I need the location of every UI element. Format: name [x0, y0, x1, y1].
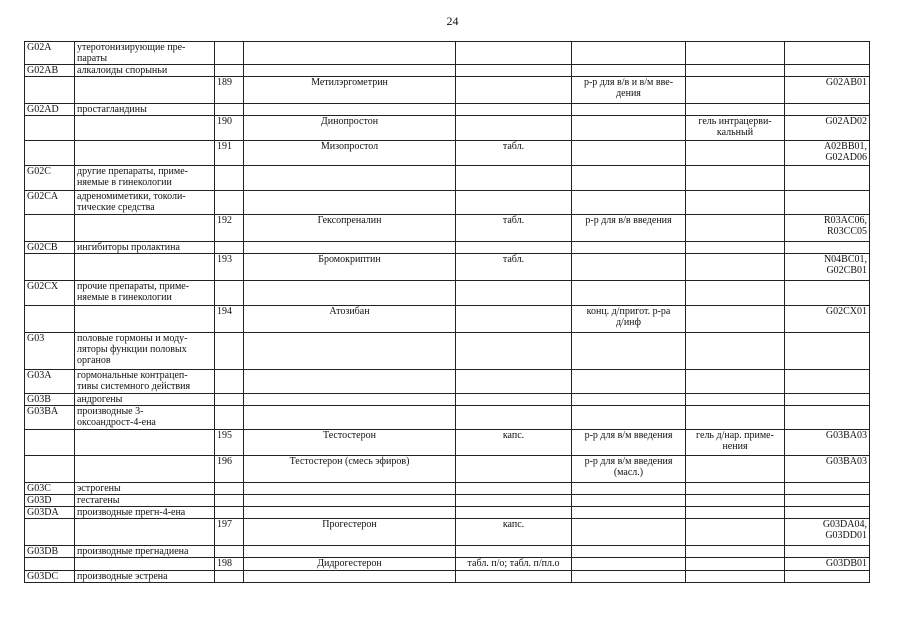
dosage-form-3 — [686, 281, 785, 306]
dosage-form-3 — [686, 333, 785, 370]
dosage-form-1 — [456, 456, 572, 483]
dosage-form-2 — [572, 65, 686, 77]
dosage-form-1 — [456, 370, 572, 394]
drug-name — [244, 242, 456, 254]
dosage-form-3: гель д/нар. приме- нения — [686, 430, 785, 456]
dosage-form-3 — [686, 306, 785, 333]
table-row — [25, 191, 870, 215]
row-number — [215, 406, 244, 430]
dosage-form-2 — [572, 42, 686, 65]
dosage-form-3 — [686, 558, 785, 571]
atc-code: A02BB01, G02AD06 — [785, 141, 870, 166]
dosage-form-3 — [686, 406, 785, 430]
atc-group-name — [75, 306, 215, 333]
atc-group-name: ингибиторы пролактина — [75, 242, 215, 254]
atc-group-code: G02CA — [25, 191, 75, 215]
atc-group-name: адреномиметики, токоли- тические средства — [75, 191, 215, 215]
atc-group-name — [75, 558, 215, 571]
dosage-form-1: табл. п/о; табл. п/пл.о — [456, 558, 572, 571]
dosage-form-3 — [686, 42, 785, 65]
dosage-form-1 — [456, 191, 572, 215]
dosage-form-3 — [686, 507, 785, 519]
row-number: 191 — [215, 141, 244, 166]
dosage-form-2 — [572, 254, 686, 281]
table-row — [25, 519, 870, 546]
row-number: 189 — [215, 77, 244, 104]
dosage-form-1 — [456, 104, 572, 116]
drug-name: Дидрогестерон — [244, 558, 456, 571]
table-row — [25, 495, 870, 507]
row-number: 190 — [215, 116, 244, 141]
row-number — [215, 333, 244, 370]
atc-group-code: G02AD — [25, 104, 75, 116]
atc-code: G02CX01 — [785, 306, 870, 333]
atc-code — [785, 281, 870, 306]
atc-group-code — [25, 116, 75, 141]
atc-group-name: гестагены — [75, 495, 215, 507]
table-row — [25, 306, 870, 333]
drug-name — [244, 42, 456, 65]
atc-group-code — [25, 306, 75, 333]
drug-name — [244, 507, 456, 519]
row-number — [215, 42, 244, 65]
atc-group-name — [75, 456, 215, 483]
table-row — [25, 456, 870, 483]
dosage-form-3 — [686, 519, 785, 546]
atc-group-name: производные эстрена — [75, 571, 215, 583]
dosage-form-1 — [456, 116, 572, 141]
table-row — [25, 483, 870, 495]
dosage-form-2 — [572, 191, 686, 215]
atc-group-name: производные прегн-4-ена — [75, 507, 215, 519]
atc-group-code — [25, 519, 75, 546]
table-row — [25, 558, 870, 571]
dosage-form-2 — [572, 104, 686, 116]
atc-code: G02AB01 — [785, 77, 870, 104]
table-row — [25, 507, 870, 519]
atc-code: G03DA04, G03DD01 — [785, 519, 870, 546]
atc-code — [785, 495, 870, 507]
dosage-form-1 — [456, 483, 572, 495]
page-number: 24 — [446, 14, 459, 28]
table-row — [25, 116, 870, 141]
atc-group-name — [75, 254, 215, 281]
drug-name — [244, 65, 456, 77]
dosage-form-2 — [572, 116, 686, 141]
atc-code: G03BA03 — [785, 456, 870, 483]
atc-group-code: G02C — [25, 166, 75, 191]
atc-group-code: G03 — [25, 333, 75, 370]
dosage-form-1 — [456, 306, 572, 333]
dosage-form-2 — [572, 507, 686, 519]
atc-group-name: простагландины — [75, 104, 215, 116]
dosage-form-1 — [456, 166, 572, 191]
atc-code — [785, 507, 870, 519]
drug-name: Тестостерон — [244, 430, 456, 456]
row-number — [215, 65, 244, 77]
table-row — [25, 77, 870, 104]
table-row — [25, 281, 870, 306]
dosage-form-1 — [456, 65, 572, 77]
dosage-form-1: табл. — [456, 254, 572, 281]
drug-name — [244, 394, 456, 406]
dosage-form-2 — [572, 406, 686, 430]
atc-code — [785, 333, 870, 370]
atc-group-code: G03B — [25, 394, 75, 406]
table-row — [25, 571, 870, 583]
dosage-form-1: капс. — [456, 430, 572, 456]
dosage-form-3 — [686, 394, 785, 406]
dosage-form-2 — [572, 546, 686, 558]
table-row — [25, 406, 870, 430]
dosage-form-1 — [456, 495, 572, 507]
dosage-form-1 — [456, 546, 572, 558]
atc-group-code — [25, 141, 75, 166]
drug-name — [244, 546, 456, 558]
dosage-form-3 — [686, 215, 785, 242]
dosage-form-1 — [456, 571, 572, 583]
atc-group-code: G03DB — [25, 546, 75, 558]
atc-code — [785, 42, 870, 65]
atc-group-code — [25, 430, 75, 456]
atc-code — [785, 571, 870, 583]
row-number — [215, 546, 244, 558]
dosage-form-3 — [686, 495, 785, 507]
atc-code: G02AD02 — [785, 116, 870, 141]
atc-code: R03AC06, R03CC05 — [785, 215, 870, 242]
dosage-form-1 — [456, 77, 572, 104]
atc-group-name: производные прегнадиена — [75, 546, 215, 558]
drug-name: Тестостерон (смесь эфиров) — [244, 456, 456, 483]
dosage-form-2 — [572, 495, 686, 507]
dosage-form-1: капс. — [456, 519, 572, 546]
atc-group-name: другие препараты, приме- няемые в гинекологии — [75, 166, 215, 191]
row-number — [215, 281, 244, 306]
atc-code — [785, 104, 870, 116]
atc-code — [785, 166, 870, 191]
atc-code — [785, 406, 870, 430]
dosage-form-1 — [456, 242, 572, 254]
atc-group-code — [25, 254, 75, 281]
atc-group-code: G03D — [25, 495, 75, 507]
drug-name: Динопростон — [244, 116, 456, 141]
dosage-form-2: р-р для в/в и в/м вве- дения — [572, 77, 686, 104]
table-row — [25, 254, 870, 281]
dosage-form-1 — [456, 42, 572, 65]
atc-group-code: G03C — [25, 483, 75, 495]
row-number: 197 — [215, 519, 244, 546]
dosage-form-3 — [686, 483, 785, 495]
drug-list-table — [24, 41, 870, 583]
atc-group-name: гормональные контрацеп- тивы системного действия — [75, 370, 215, 394]
drug-name — [244, 406, 456, 430]
table-row — [25, 333, 870, 370]
atc-group-name: утеротонизирующие пре- параты — [75, 42, 215, 65]
row-number — [215, 104, 244, 116]
dosage-form-2 — [572, 166, 686, 191]
row-number — [215, 507, 244, 519]
table-row — [25, 546, 870, 558]
atc-group-code: G03BA — [25, 406, 75, 430]
dosage-form-2: конц. д/пригот. р-ра д/инф — [572, 306, 686, 333]
drug-name: Бромокриптин — [244, 254, 456, 281]
table-row — [25, 166, 870, 191]
atc-group-name — [75, 430, 215, 456]
dosage-form-2 — [572, 394, 686, 406]
dosage-form-2 — [572, 281, 686, 306]
atc-code — [785, 394, 870, 406]
drug-name — [244, 104, 456, 116]
row-number — [215, 495, 244, 507]
dosage-form-1: табл. — [456, 141, 572, 166]
row-number: 195 — [215, 430, 244, 456]
drug-name — [244, 495, 456, 507]
dosage-form-3 — [686, 104, 785, 116]
dosage-form-2 — [572, 141, 686, 166]
dosage-form-1 — [456, 394, 572, 406]
row-number: 193 — [215, 254, 244, 281]
drug-name: Метилэргометрин — [244, 77, 456, 104]
dosage-form-1 — [456, 406, 572, 430]
atc-group-name: прочие препараты, приме- няемые в гинекологии — [75, 281, 215, 306]
dosage-form-3 — [686, 242, 785, 254]
atc-group-name — [75, 215, 215, 242]
atc-code: G03DB01 — [785, 558, 870, 571]
drug-name: Прогестерон — [244, 519, 456, 546]
atc-group-code: G02CB — [25, 242, 75, 254]
table-row — [25, 242, 870, 254]
dosage-form-2 — [572, 370, 686, 394]
atc-group-code: G02AB — [25, 65, 75, 77]
drug-name — [244, 166, 456, 191]
row-number — [215, 166, 244, 191]
atc-group-code — [25, 558, 75, 571]
atc-code — [785, 483, 870, 495]
row-number — [215, 191, 244, 215]
dosage-form-2 — [572, 571, 686, 583]
dosage-form-3 — [686, 370, 785, 394]
dosage-form-2 — [572, 333, 686, 370]
dosage-form-3 — [686, 166, 785, 191]
drug-name — [244, 571, 456, 583]
dosage-form-3 — [686, 254, 785, 281]
atc-code: N04BC01, G02CB01 — [785, 254, 870, 281]
dosage-form-3 — [686, 571, 785, 583]
atc-code: G03BA03 — [785, 430, 870, 456]
atc-group-code — [25, 77, 75, 104]
atc-group-code — [25, 215, 75, 242]
drug-name — [244, 281, 456, 306]
dosage-form-3 — [686, 141, 785, 166]
dosage-form-3 — [686, 65, 785, 77]
dosage-form-2 — [572, 558, 686, 571]
dosage-form-2 — [572, 242, 686, 254]
atc-group-code — [25, 456, 75, 483]
dosage-form-1 — [456, 333, 572, 370]
dosage-form-2: р-р для в/м введения — [572, 430, 686, 456]
drug-name — [244, 483, 456, 495]
drug-name: Гексопреналин — [244, 215, 456, 242]
table-row — [25, 141, 870, 166]
atc-code — [785, 65, 870, 77]
dosage-form-2 — [572, 483, 686, 495]
drug-name — [244, 191, 456, 215]
dosage-form-3 — [686, 191, 785, 215]
row-number — [215, 483, 244, 495]
atc-group-code: G03DA — [25, 507, 75, 519]
atc-code — [785, 242, 870, 254]
row-number: 196 — [215, 456, 244, 483]
atc-group-code: G03DC — [25, 571, 75, 583]
table-row — [25, 430, 870, 456]
table-row — [25, 370, 870, 394]
dosage-form-3 — [686, 456, 785, 483]
table-row — [25, 215, 870, 242]
atc-group-code: G03A — [25, 370, 75, 394]
row-number — [215, 571, 244, 583]
drug-name — [244, 370, 456, 394]
atc-group-code: G02CX — [25, 281, 75, 306]
atc-group-name: эстрогены — [75, 483, 215, 495]
row-number — [215, 242, 244, 254]
dosage-form-3 — [686, 546, 785, 558]
table-row — [25, 42, 870, 65]
atc-group-name — [75, 77, 215, 104]
table-row — [25, 394, 870, 406]
atc-group-name: алкалоиды спорыньи — [75, 65, 215, 77]
drug-name — [244, 333, 456, 370]
atc-group-name — [75, 141, 215, 166]
drug-name: Атозибан — [244, 306, 456, 333]
dosage-form-3 — [686, 77, 785, 104]
dosage-form-1 — [456, 281, 572, 306]
row-number: 192 — [215, 215, 244, 242]
atc-group-name: половые гормоны и моду- ляторы функции половых органов — [75, 333, 215, 370]
atc-group-name — [75, 116, 215, 141]
table-row — [25, 65, 870, 77]
atc-group-name: производные 3- оксоандрост-4-ена — [75, 406, 215, 430]
dosage-form-1 — [456, 507, 572, 519]
row-number — [215, 370, 244, 394]
dosage-form-2: р-р для в/м введения (масл.) — [572, 456, 686, 483]
table-row — [25, 104, 870, 116]
dosage-form-1: табл. — [456, 215, 572, 242]
row-number — [215, 394, 244, 406]
atc-group-name — [75, 519, 215, 546]
atc-code — [785, 191, 870, 215]
dosage-form-3: гель интрацерви- кальный — [686, 116, 785, 141]
atc-group-name: андрогены — [75, 394, 215, 406]
row-number: 198 — [215, 558, 244, 571]
dosage-form-2 — [572, 519, 686, 546]
dosage-form-2: р-р для в/в введения — [572, 215, 686, 242]
row-number: 194 — [215, 306, 244, 333]
atc-code — [785, 370, 870, 394]
atc-group-code: G02A — [25, 42, 75, 65]
atc-code — [785, 546, 870, 558]
drug-name: Мизопростол — [244, 141, 456, 166]
